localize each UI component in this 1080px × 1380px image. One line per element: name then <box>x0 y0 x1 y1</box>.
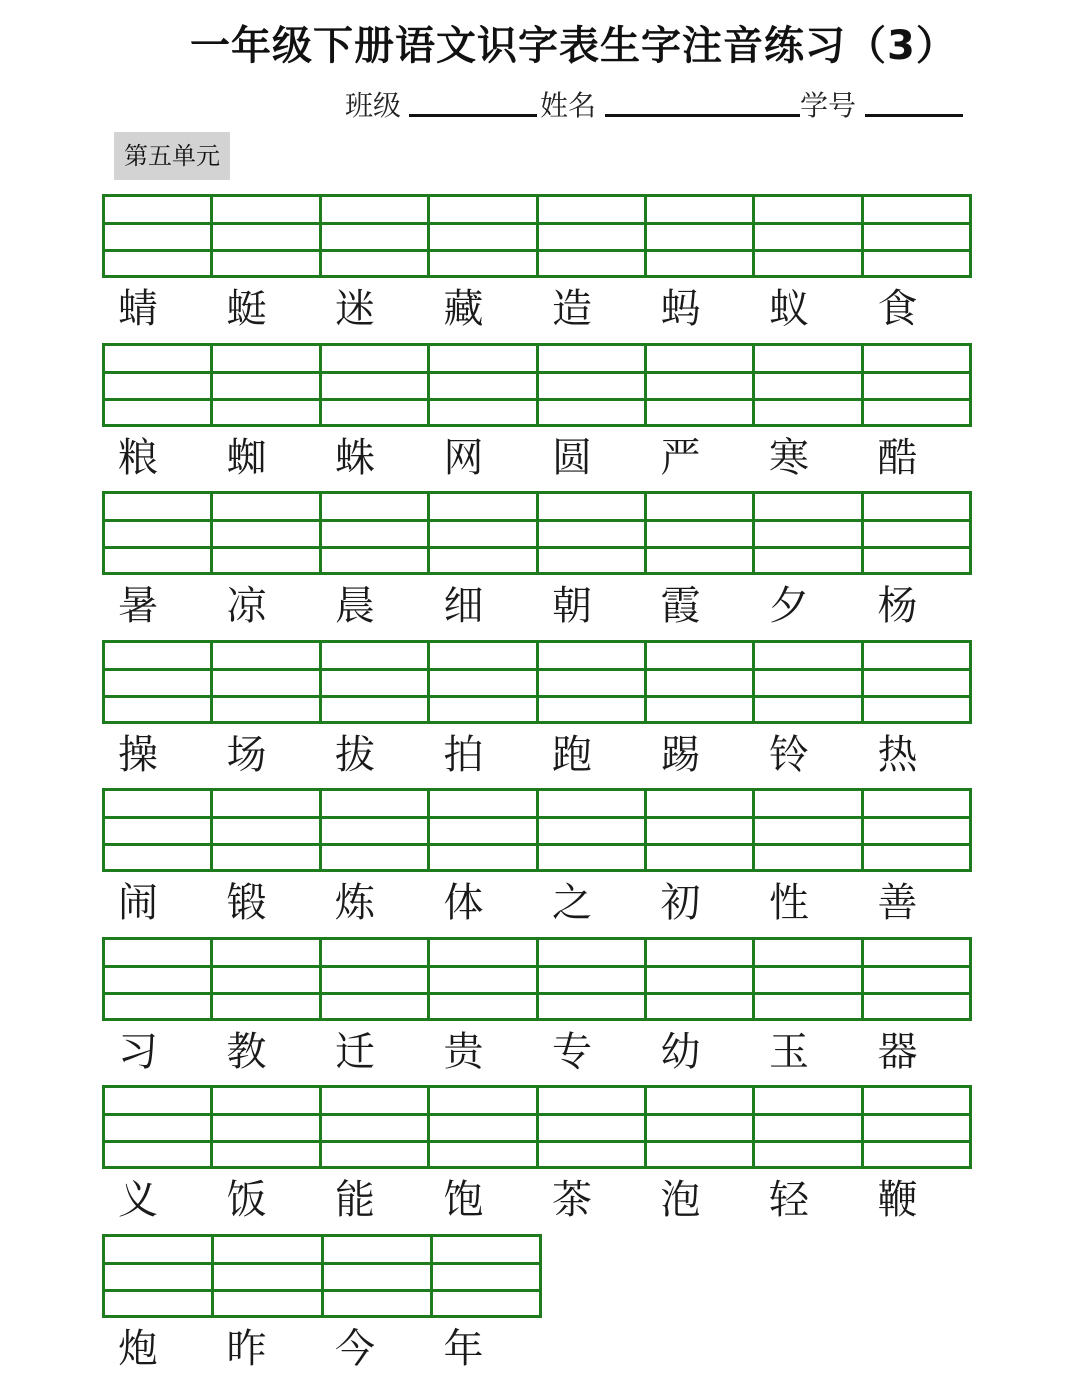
pinyin-cell[interactable] <box>644 346 752 424</box>
pinyin-cell[interactable] <box>321 1237 430 1315</box>
character: 凉 <box>226 583 267 629</box>
class-blank[interactable] <box>409 114 537 117</box>
character: 拍 <box>443 731 484 778</box>
class-label: 班级 <box>345 89 402 122</box>
character: 铃 <box>769 731 809 778</box>
pinyin-cell[interactable] <box>211 1237 320 1315</box>
character: 蜓 <box>226 286 267 332</box>
character: 寒 <box>769 434 809 481</box>
pinyin-grid <box>102 1234 542 1318</box>
pinyin-cell[interactable] <box>536 940 644 1018</box>
pinyin-cell[interactable] <box>105 940 210 1018</box>
character: 专 <box>552 1028 592 1075</box>
character-row <box>102 433 970 483</box>
character: 今 <box>335 1325 375 1372</box>
pinyin-cell[interactable] <box>319 643 427 721</box>
pinyin-cell[interactable] <box>427 1088 535 1166</box>
character: 轻 <box>769 1177 809 1223</box>
pinyin-cell[interactable] <box>210 791 318 869</box>
pinyin-cell[interactable] <box>427 494 535 572</box>
character: 严 <box>660 434 701 481</box>
character: 网 <box>443 434 484 481</box>
pinyin-cell[interactable] <box>861 197 969 275</box>
pinyin-cell[interactable] <box>319 791 427 869</box>
character: 晨 <box>335 583 375 629</box>
character: 热 <box>877 731 918 778</box>
character: 幼 <box>660 1028 701 1075</box>
character: 泡 <box>660 1177 701 1223</box>
number-label: 学号 <box>800 89 857 122</box>
pinyin-cell[interactable] <box>536 791 644 869</box>
pinyin-cell[interactable] <box>210 197 318 275</box>
pinyin-grid <box>102 194 972 278</box>
pinyin-cell[interactable] <box>427 940 535 1018</box>
name-label: 姓名 <box>540 89 597 122</box>
pinyin-cell[interactable] <box>752 197 860 275</box>
character: 踢 <box>660 731 701 778</box>
pinyin-cell[interactable] <box>861 494 969 572</box>
character: 性 <box>769 880 809 926</box>
pinyin-cell[interactable] <box>536 643 644 721</box>
character: 善 <box>877 880 918 926</box>
character: 教 <box>226 1028 267 1075</box>
pinyin-cell[interactable] <box>644 791 752 869</box>
pinyin-cell[interactable] <box>752 643 860 721</box>
pinyin-grid <box>102 937 972 1021</box>
number-blank[interactable] <box>865 114 963 117</box>
name-blank[interactable] <box>605 114 800 117</box>
character: 饭 <box>226 1177 267 1223</box>
character: 玉 <box>769 1028 809 1075</box>
pinyin-cell[interactable] <box>105 494 210 572</box>
pinyin-cell[interactable] <box>105 1088 210 1166</box>
character: 之 <box>552 880 592 926</box>
character: 饱 <box>443 1177 484 1223</box>
character: 酷 <box>877 434 918 481</box>
pinyin-cell[interactable] <box>536 346 644 424</box>
pinyin-grid <box>102 1085 972 1169</box>
character: 细 <box>443 583 484 629</box>
pinyin-cell[interactable] <box>210 494 318 572</box>
pinyin-cell[interactable] <box>427 791 535 869</box>
pinyin-cell[interactable] <box>427 643 535 721</box>
pinyin-cell[interactable] <box>536 1088 644 1166</box>
character-row <box>102 1027 970 1077</box>
character: 蜻 <box>118 286 158 332</box>
pinyin-cell[interactable] <box>210 346 318 424</box>
pinyin-cell[interactable] <box>430 1237 539 1315</box>
character: 场 <box>226 731 267 778</box>
pinyin-cell[interactable] <box>105 346 210 424</box>
pinyin-cell[interactable] <box>105 643 210 721</box>
character: 跑 <box>552 731 592 778</box>
character: 鞭 <box>877 1177 918 1223</box>
pinyin-cell[interactable] <box>319 940 427 1018</box>
pinyin-grid <box>102 788 972 872</box>
character-row <box>102 1324 536 1374</box>
character: 杨 <box>877 583 918 629</box>
pinyin-cell[interactable] <box>319 197 427 275</box>
pinyin-cell[interactable] <box>210 643 318 721</box>
pinyin-cell[interactable] <box>210 1088 318 1166</box>
page-title: 一年级下册语文识字表生字注音练习（3） <box>190 23 957 69</box>
pinyin-cell[interactable] <box>319 1088 427 1166</box>
character-row <box>102 1175 970 1225</box>
pinyin-cell[interactable] <box>752 791 860 869</box>
pinyin-grid <box>102 343 972 427</box>
character: 茶 <box>552 1177 592 1223</box>
pinyin-cell[interactable] <box>752 346 860 424</box>
character: 炮 <box>118 1325 158 1372</box>
character: 暑 <box>118 583 158 629</box>
pinyin-cell[interactable] <box>105 1237 211 1315</box>
pinyin-cell[interactable] <box>861 1088 969 1166</box>
character: 圆 <box>552 434 592 481</box>
character-row <box>102 730 970 780</box>
pinyin-cell[interactable] <box>427 346 535 424</box>
pinyin-cell[interactable] <box>644 643 752 721</box>
pinyin-cell[interactable] <box>861 791 969 869</box>
pinyin-cell[interactable] <box>319 494 427 572</box>
character: 锻 <box>226 880 267 926</box>
pinyin-cell[interactable] <box>861 346 969 424</box>
character: 蛛 <box>335 434 375 481</box>
character: 年 <box>443 1325 484 1372</box>
character: 器 <box>877 1028 918 1075</box>
character: 霞 <box>660 583 701 629</box>
pinyin-cell[interactable] <box>105 791 210 869</box>
pinyin-cell[interactable] <box>644 1088 752 1166</box>
pinyin-cell[interactable] <box>861 940 969 1018</box>
character: 初 <box>660 880 701 926</box>
character-row <box>102 878 970 928</box>
pinyin-cell[interactable] <box>644 494 752 572</box>
character: 昨 <box>226 1325 267 1372</box>
character: 夕 <box>769 583 809 629</box>
character: 蚁 <box>769 286 809 332</box>
character: 藏 <box>443 286 484 332</box>
character: 能 <box>335 1177 375 1223</box>
character: 贵 <box>443 1028 484 1075</box>
character: 食 <box>877 286 918 332</box>
character: 义 <box>118 1177 158 1223</box>
pinyin-cell[interactable] <box>319 346 427 424</box>
pinyin-cell[interactable] <box>536 197 644 275</box>
character: 体 <box>443 880 484 926</box>
character: 蜘 <box>226 434 267 481</box>
character: 造 <box>552 286 592 332</box>
pinyin-cell[interactable] <box>210 940 318 1018</box>
character: 炼 <box>335 880 375 926</box>
pinyin-cell[interactable] <box>105 197 210 275</box>
character-row <box>102 581 970 631</box>
character: 蚂 <box>660 286 701 332</box>
character: 拔 <box>335 731 375 778</box>
character: 习 <box>118 1028 158 1075</box>
character: 迷 <box>335 286 375 332</box>
character: 粮 <box>118 434 158 481</box>
character: 迁 <box>335 1028 375 1075</box>
pinyin-grid <box>102 491 972 575</box>
character: 朝 <box>552 583 592 629</box>
pinyin-cell[interactable] <box>752 1088 860 1166</box>
character: 闹 <box>118 880 158 926</box>
pinyin-cell[interactable] <box>427 197 535 275</box>
pinyin-cell[interactable] <box>752 494 860 572</box>
pinyin-cell[interactable] <box>861 643 969 721</box>
pinyin-cell[interactable] <box>536 494 644 572</box>
character-row <box>102 284 970 334</box>
pinyin-cell[interactable] <box>752 940 860 1018</box>
pinyin-cell[interactable] <box>644 940 752 1018</box>
pinyin-grid <box>102 640 972 724</box>
pinyin-cell[interactable] <box>644 197 752 275</box>
unit-label: 第五单元 <box>114 132 230 180</box>
character: 操 <box>118 731 158 778</box>
